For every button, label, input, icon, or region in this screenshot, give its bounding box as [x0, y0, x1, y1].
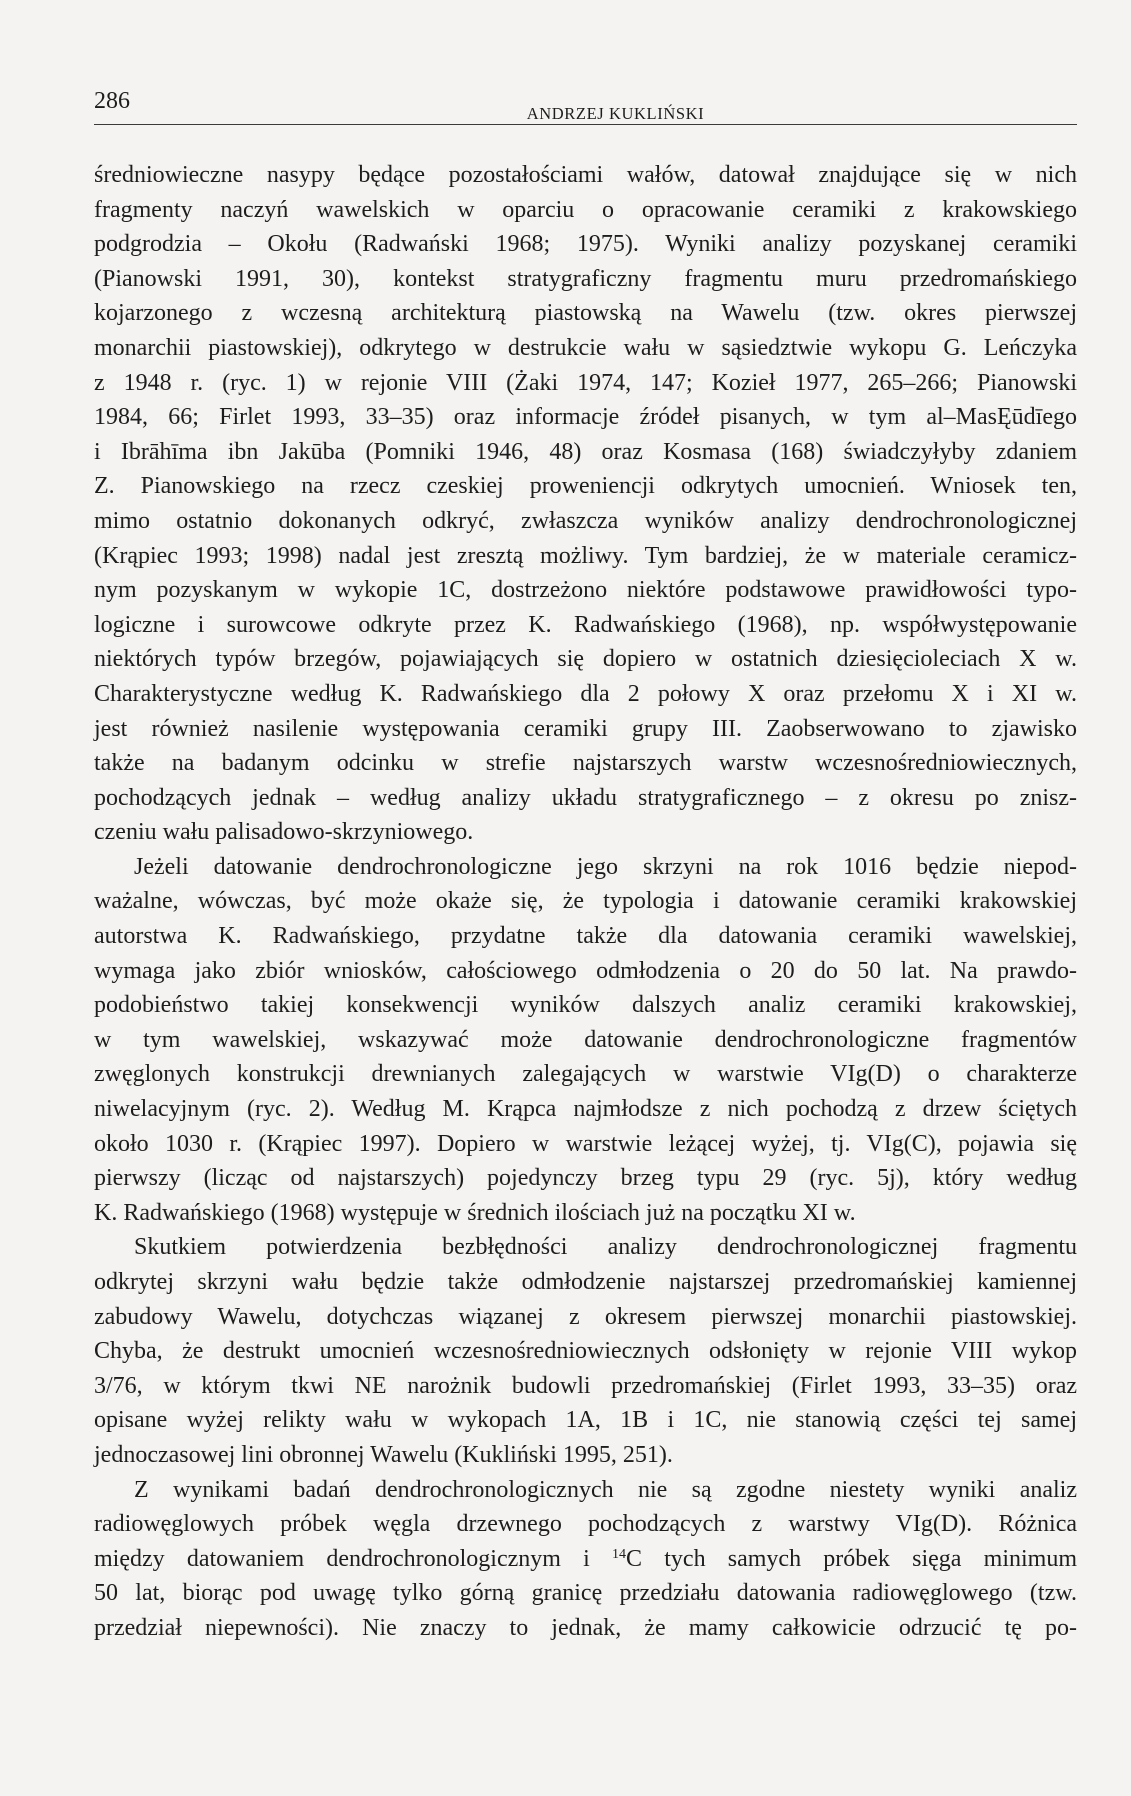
text-line: wymaga jako zbiór wniosków, całościowego odmłodzenia o 20 do 50 lat. Na prawdo-: [94, 957, 1077, 984]
text-line: Skutkiem potwierdzenia bezbłędności analizy dendrochronologicznej fragmentu: [134, 1234, 1077, 1261]
text-line: ważalne, wówczas, być może okaże się, że typologia i datowanie ceramiki krakowskiej: [94, 888, 1077, 915]
text-line: odkrytej skrzyni wału będzie także odmłodzenie najstarszej przedromańskiej kamiennej: [94, 1269, 1077, 1295]
book-page: [94, 86, 1077, 1646]
paragraph: [94, 1230, 1077, 1472]
text-line: zwęglonych konstrukcji drewnianych zalegających w warstwie VIg(D) o charakterze: [94, 1061, 1077, 1088]
text-line: fragmenty naczyń wawelskich w oparciu o opracowanie ceramiki z krakowskiego: [94, 196, 1077, 223]
text-line: czeniu wału palisadowo-skrzyniowego.: [94, 819, 474, 846]
text-line: opisane wyżej relikty wału w wykopach 1A, 1B i 1C, nie stanowią części tej samej: [94, 1407, 1077, 1434]
text-line: (Pianowski 1991, 30), kontekst stratygraficzny fragmentu muru przedromańskiego: [94, 265, 1077, 292]
text-line: podgrodzia – Okołu (Radwański 1968; 1975). Wyniki analizy pozyskanej ceramiki: [94, 231, 1077, 258]
page-number: 286: [94, 88, 130, 114]
text-line: Charakterystyczne według K. Radwańskiego dla 2 połowy X oraz przełomu X i XI w.: [94, 680, 1077, 707]
text-line: także na badanym odcinku w strefie najstarszych warstw wczesnośredniowiecznych,: [94, 750, 1077, 777]
text-line: K. Radwańskiego (1968) występuje w średnich ilościach już na początku XI w.: [94, 1199, 856, 1226]
text-line: Z. Pianowskiego na rzecz czeskiej proweniencji odkrytych umocnień. Wniosek ten,: [94, 473, 1077, 500]
text-line: podobieństwo takiej konsekwencji wyników dalszych analiz ceramiki krakowskiej,: [94, 992, 1077, 1019]
text-line: niwelacyjnym (ryc. 2). Według M. Krąpca najmłodsze z nich pochodzą z drzew ściętych: [94, 1096, 1077, 1123]
text-line: 1984, 66; Firlet 1993, 33–35) oraz informacje źródeł pisanych, w tym al–MasĘūdīego: [94, 404, 1077, 431]
text-line: w tym wawelskiej, wskazywać może datowanie dendrochronologiczne fragmentów: [94, 1026, 1077, 1053]
text-line: radiowęglowych próbek węgla drzewnego pochodzących z warstwy VIg(D). Różnica: [94, 1511, 1077, 1538]
paragraph: [94, 850, 1077, 1231]
text-line: jest również nasilenie występowania ceramiki grupy III. Zaobserwowano to zjawisko: [94, 715, 1077, 742]
text-line: około 1030 r. (Krąpiec 1997). Dopiero w warstwie leżącej wyżej, tj. VIg(C), pojawia się: [94, 1130, 1077, 1157]
text-line: pierwszy (licząc od najstarszych) pojedynczy brzeg typu 29 (ryc. 5j), który według: [94, 1165, 1077, 1192]
text-line: i Ibrāhīma ibn Jakūba (Pomniki 1946, 48) oraz Kosmasa (168) świadczyłyby zdaniem: [94, 438, 1077, 465]
text-line: nym pozyskanym w wykopie 1C, dostrzeżono niektóre podstawowe prawidłowości typo-: [94, 577, 1077, 604]
page-header: [94, 86, 1077, 125]
text-fragment: C tych samych próbek sięga minimum: [626, 1545, 1078, 1572]
running-head-author: ANDRZEJ KUKLIŃSKI: [526, 104, 705, 123]
text-line: z 1948 r. (ryc. 1) w rejonie VIII (Żaki 1974, 147; Kozieł 1977, 265–266; Pianowski: [94, 369, 1077, 396]
final-paragraph: [94, 1473, 1077, 1646]
text-line: 50 lat, biorąc pod uwagę tylko górną granicę przedziału datowania radiowęglowego (tzw.: [94, 1580, 1077, 1607]
text-line: przedział niepewności). Nie znaczy to jednak, że mamy całkowicie odrzucić tę po-: [94, 1614, 1077, 1641]
text-line: autorstwa K. Radwańskiego, przydatne także dla datowania ceramiki wawelskiej,: [94, 923, 1077, 950]
paragraph: [94, 158, 1077, 850]
text-line: Jeżeli datowanie dendrochronologiczne jego skrzyni na rok 1016 będzie niepod-: [134, 853, 1077, 880]
text-line: logiczne i surowcowe odkryte przez K. Radwańskiego (1968), np. współwystępowanie: [94, 611, 1077, 638]
text-line: zabudowy Wawelu, dotychczas wiązanej z okresem pierwszej monarchii piastowskiej.: [94, 1303, 1077, 1330]
text-line: niektórych typów brzegów, pojawiających się dopiero w ostatnich dziesięcioleciach X w.: [94, 646, 1077, 673]
text-line: 3/76, w którym tkwi NE narożnik budowli przedromańskiej (Firlet 1993, 33–35) oraz: [94, 1372, 1077, 1399]
text-line: kojarzonego z wczesną architekturą piastowską na Wawelu (tzw. okres pierwszej: [94, 300, 1077, 327]
body-text: [94, 158, 1077, 1473]
text-line: [94, 1542, 1077, 1577]
text-line: monarchii piastowskiej), odkrytego w destrukcie wału w sąsiedztwie wykopu G. Leńczyka: [94, 334, 1077, 361]
text-line: (Krąpiec 1993; 1998) nadal jest zresztą możliwy. Tym bardziej, że w materiale ceramicz-: [94, 542, 1077, 569]
text-line: Chyba, że destrukt umocnień wczesnośredniowiecznych odsłonięty w rejonie VIII wykop: [94, 1338, 1077, 1365]
isotope-superscript: 14: [612, 1546, 627, 1562]
text-line: jednoczasowej lini obronnej Wawelu (Kukliński 1995, 251).: [94, 1441, 673, 1468]
text-line: Z wynikami badań dendrochronologicznych nie są zgodne niestety wyniki analiz: [134, 1476, 1077, 1503]
text-fragment: między datowaniem dendrochronologicznym i: [94, 1545, 613, 1572]
text-line: pochodzących jednak – według analizy układu stratygraficznego – z okresu po znisz-: [94, 784, 1077, 811]
text-line: średniowieczne nasypy będące pozostałościami wałów, datował znajdujące się w nich: [94, 162, 1077, 188]
text-line: mimo ostatnio dokonanych odkryć, zwłaszcza wyników analizy dendrochronologicznej: [94, 507, 1077, 534]
